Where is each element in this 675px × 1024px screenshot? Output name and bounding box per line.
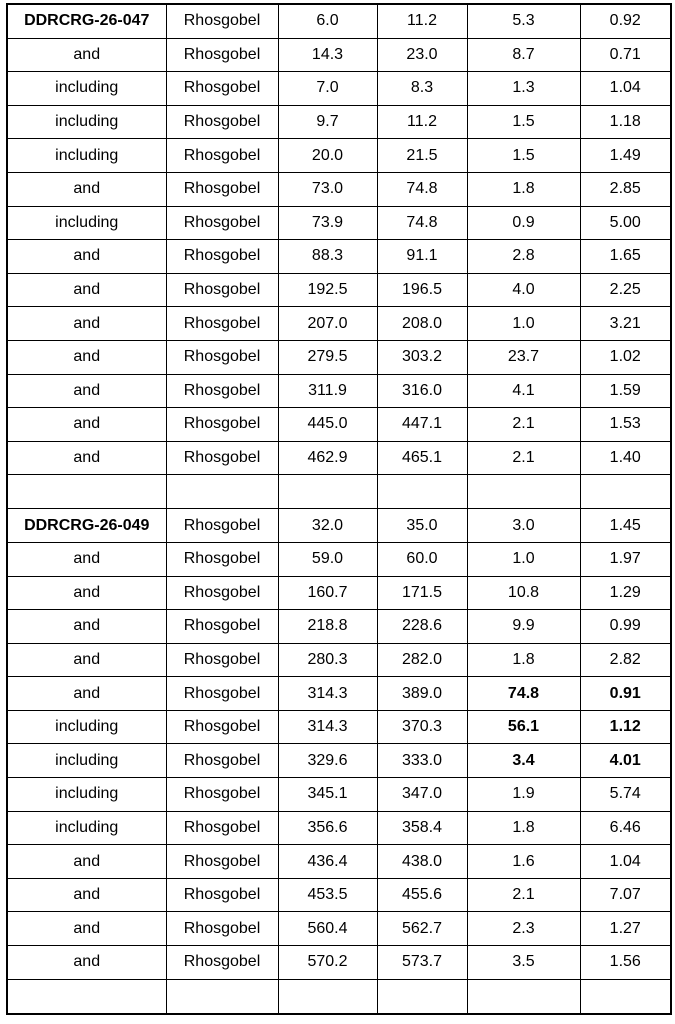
- interval-length: 1.5: [467, 105, 580, 139]
- table-row: [7, 643, 671, 677]
- depth-to: 74.8: [377, 172, 467, 206]
- interval-label: including: [7, 778, 166, 812]
- prospect-name: Rhosgobel: [166, 845, 278, 879]
- prospect-name: Rhosgobel: [166, 811, 278, 845]
- grade-value: 2.25: [580, 273, 671, 307]
- table-row: [7, 307, 671, 341]
- prospect-name: Rhosgobel: [166, 38, 278, 72]
- empty-cell: [580, 475, 671, 509]
- interval-length: 2.3: [467, 912, 580, 946]
- depth-from: 445.0: [278, 408, 377, 442]
- table-row: [7, 744, 671, 778]
- interval-length: 23.7: [467, 340, 580, 374]
- interval-length: 3.4: [467, 744, 580, 778]
- interval-label: and: [7, 677, 166, 711]
- depth-to: 8.3: [377, 72, 467, 106]
- interval-length: 1.3: [467, 72, 580, 106]
- prospect-name: Rhosgobel: [166, 878, 278, 912]
- interval-length: 56.1: [467, 710, 580, 744]
- prospect-name: Rhosgobel: [166, 946, 278, 980]
- depth-from: 560.4: [278, 912, 377, 946]
- depth-from: 6.0: [278, 4, 377, 38]
- depth-to: 455.6: [377, 878, 467, 912]
- interval-length: 10.8: [467, 576, 580, 610]
- interval-label: and: [7, 878, 166, 912]
- depth-to: 196.5: [377, 273, 467, 307]
- interval-length: 1.8: [467, 811, 580, 845]
- grade-value: 5.74: [580, 778, 671, 812]
- depth-to: 316.0: [377, 374, 467, 408]
- interval-label: and: [7, 408, 166, 442]
- interval-length: 1.0: [467, 307, 580, 341]
- interval-label: including: [7, 811, 166, 845]
- table-row: [7, 542, 671, 576]
- depth-to: 358.4: [377, 811, 467, 845]
- grade-value: 1.45: [580, 509, 671, 543]
- interval-length: 74.8: [467, 677, 580, 711]
- table-row: [7, 710, 671, 744]
- empty-cell: [278, 475, 377, 509]
- prospect-name: Rhosgobel: [166, 576, 278, 610]
- prospect-name: Rhosgobel: [166, 509, 278, 543]
- depth-from: 160.7: [278, 576, 377, 610]
- depth-from: 32.0: [278, 509, 377, 543]
- table-row: [7, 72, 671, 106]
- grade-value: 1.04: [580, 845, 671, 879]
- depth-from: 329.6: [278, 744, 377, 778]
- interval-label: and: [7, 610, 166, 644]
- hole-id: DDRCRG-26-049: [7, 509, 166, 543]
- depth-from: 345.1: [278, 778, 377, 812]
- table-row: [7, 946, 671, 980]
- depth-to: 333.0: [377, 744, 467, 778]
- grade-value: 0.71: [580, 38, 671, 72]
- depth-from: 453.5: [278, 878, 377, 912]
- interval-length: 4.1: [467, 374, 580, 408]
- depth-to: 347.0: [377, 778, 467, 812]
- table-row: [7, 240, 671, 274]
- grade-value: 0.92: [580, 4, 671, 38]
- grade-value: 1.18: [580, 105, 671, 139]
- interval-label: including: [7, 744, 166, 778]
- interval-length: 2.1: [467, 878, 580, 912]
- empty-cell: [377, 979, 467, 1014]
- interval-label: and: [7, 643, 166, 677]
- table-row: [7, 845, 671, 879]
- grade-value: 1.02: [580, 340, 671, 374]
- table-row: [7, 38, 671, 72]
- hole-header-row: [7, 4, 671, 38]
- prospect-name: Rhosgobel: [166, 139, 278, 173]
- prospect-name: Rhosgobel: [166, 4, 278, 38]
- interval-label: and: [7, 946, 166, 980]
- prospect-name: Rhosgobel: [166, 340, 278, 374]
- depth-from: 311.9: [278, 374, 377, 408]
- interval-length: 1.8: [467, 172, 580, 206]
- prospect-name: Rhosgobel: [166, 542, 278, 576]
- grade-value: 0.91: [580, 677, 671, 711]
- grade-value: 3.21: [580, 307, 671, 341]
- depth-from: 279.5: [278, 340, 377, 374]
- depth-from: 218.8: [278, 610, 377, 644]
- prospect-name: Rhosgobel: [166, 643, 278, 677]
- depth-to: 573.7: [377, 946, 467, 980]
- grade-value: 1.12: [580, 710, 671, 744]
- depth-to: 447.1: [377, 408, 467, 442]
- grade-value: 2.82: [580, 643, 671, 677]
- depth-from: 192.5: [278, 273, 377, 307]
- grade-value: 1.04: [580, 72, 671, 106]
- table-row: [7, 408, 671, 442]
- depth-to: 171.5: [377, 576, 467, 610]
- depth-to: 228.6: [377, 610, 467, 644]
- grade-value: 1.65: [580, 240, 671, 274]
- table-row: [7, 206, 671, 240]
- prospect-name: Rhosgobel: [166, 105, 278, 139]
- interval-label: and: [7, 38, 166, 72]
- table-row: [7, 912, 671, 946]
- drill-results-body: [7, 4, 671, 1014]
- table-row: [7, 610, 671, 644]
- table-row: [7, 778, 671, 812]
- prospect-name: Rhosgobel: [166, 778, 278, 812]
- table-row: [7, 878, 671, 912]
- interval-length: 2.1: [467, 441, 580, 475]
- interval-length: 4.0: [467, 273, 580, 307]
- depth-to: 21.5: [377, 139, 467, 173]
- grade-value: 1.59: [580, 374, 671, 408]
- empty-cell: [7, 979, 166, 1014]
- grade-value: 1.40: [580, 441, 671, 475]
- prospect-name: Rhosgobel: [166, 240, 278, 274]
- table-row: [7, 105, 671, 139]
- interval-label: and: [7, 273, 166, 307]
- depth-from: 88.3: [278, 240, 377, 274]
- interval-length: 2.8: [467, 240, 580, 274]
- depth-to: 282.0: [377, 643, 467, 677]
- interval-label: and: [7, 845, 166, 879]
- interval-length: 3.0: [467, 509, 580, 543]
- depth-to: 208.0: [377, 307, 467, 341]
- interval-label: and: [7, 576, 166, 610]
- interval-label: and: [7, 240, 166, 274]
- interval-label: and: [7, 441, 166, 475]
- prospect-name: Rhosgobel: [166, 374, 278, 408]
- depth-from: 9.7: [278, 105, 377, 139]
- empty-cell: [166, 979, 278, 1014]
- table-row: [7, 374, 671, 408]
- hole-id: DDRCRG-26-047: [7, 4, 166, 38]
- empty-cell: [467, 475, 580, 509]
- prospect-name: Rhosgobel: [166, 912, 278, 946]
- prospect-name: Rhosgobel: [166, 744, 278, 778]
- depth-to: 91.1: [377, 240, 467, 274]
- prospect-name: Rhosgobel: [166, 710, 278, 744]
- interval-label: including: [7, 72, 166, 106]
- depth-from: 436.4: [278, 845, 377, 879]
- depth-to: 11.2: [377, 4, 467, 38]
- table-row: [7, 340, 671, 374]
- depth-to: 562.7: [377, 912, 467, 946]
- prospect-name: Rhosgobel: [166, 610, 278, 644]
- drill-results-table: [6, 3, 672, 1015]
- depth-from: 20.0: [278, 139, 377, 173]
- interval-label: and: [7, 912, 166, 946]
- interval-length: 1.8: [467, 643, 580, 677]
- interval-length: 0.9: [467, 206, 580, 240]
- empty-cell: [467, 979, 580, 1014]
- depth-to: 389.0: [377, 677, 467, 711]
- grade-value: 4.01: [580, 744, 671, 778]
- grade-value: 7.07: [580, 878, 671, 912]
- depth-to: 74.8: [377, 206, 467, 240]
- prospect-name: Rhosgobel: [166, 307, 278, 341]
- depth-from: 7.0: [278, 72, 377, 106]
- grade-value: 0.99: [580, 610, 671, 644]
- table-row: [7, 576, 671, 610]
- interval-label: and: [7, 172, 166, 206]
- depth-from: 462.9: [278, 441, 377, 475]
- depth-from: 73.0: [278, 172, 377, 206]
- prospect-name: Rhosgobel: [166, 273, 278, 307]
- grade-value: 6.46: [580, 811, 671, 845]
- interval-label: including: [7, 206, 166, 240]
- interval-label: and: [7, 374, 166, 408]
- empty-cell: [7, 475, 166, 509]
- interval-label: and: [7, 307, 166, 341]
- interval-length: 1.6: [467, 845, 580, 879]
- interval-label: and: [7, 340, 166, 374]
- table-row: [7, 811, 671, 845]
- depth-to: 60.0: [377, 542, 467, 576]
- depth-to: 438.0: [377, 845, 467, 879]
- interval-length: 9.9: [467, 610, 580, 644]
- spacer-row: [7, 475, 671, 509]
- depth-to: 35.0: [377, 509, 467, 543]
- interval-length: 1.9: [467, 778, 580, 812]
- grade-value: 1.29: [580, 576, 671, 610]
- depth-from: 280.3: [278, 643, 377, 677]
- grade-value: 5.00: [580, 206, 671, 240]
- empty-cell: [580, 979, 671, 1014]
- depth-from: 314.3: [278, 677, 377, 711]
- interval-label: including: [7, 710, 166, 744]
- table-row: [7, 172, 671, 206]
- depth-to: 303.2: [377, 340, 467, 374]
- interval-length: 8.7: [467, 38, 580, 72]
- grade-value: 1.56: [580, 946, 671, 980]
- hole-header-row: [7, 509, 671, 543]
- interval-length: 3.5: [467, 946, 580, 980]
- prospect-name: Rhosgobel: [166, 408, 278, 442]
- interval-length: 1.5: [467, 139, 580, 173]
- depth-to: 23.0: [377, 38, 467, 72]
- prospect-name: Rhosgobel: [166, 441, 278, 475]
- interval-label: including: [7, 139, 166, 173]
- table-row: [7, 677, 671, 711]
- interval-length: 5.3: [467, 4, 580, 38]
- prospect-name: Rhosgobel: [166, 72, 278, 106]
- grade-value: 2.85: [580, 172, 671, 206]
- grade-value: 1.27: [580, 912, 671, 946]
- interval-label: including: [7, 105, 166, 139]
- table-row: [7, 139, 671, 173]
- prospect-name: Rhosgobel: [166, 206, 278, 240]
- spacer-row: [7, 979, 671, 1014]
- grade-value: 1.97: [580, 542, 671, 576]
- interval-length: 2.1: [467, 408, 580, 442]
- grade-value: 1.53: [580, 408, 671, 442]
- depth-from: 14.3: [278, 38, 377, 72]
- grade-value: 1.49: [580, 139, 671, 173]
- depth-from: 59.0: [278, 542, 377, 576]
- interval-length: 1.0: [467, 542, 580, 576]
- prospect-name: Rhosgobel: [166, 172, 278, 206]
- depth-from: 356.6: [278, 811, 377, 845]
- table-row: [7, 441, 671, 475]
- depth-to: 11.2: [377, 105, 467, 139]
- depth-from: 207.0: [278, 307, 377, 341]
- prospect-name: Rhosgobel: [166, 677, 278, 711]
- table-row: [7, 273, 671, 307]
- depth-to: 465.1: [377, 441, 467, 475]
- empty-cell: [377, 475, 467, 509]
- depth-from: 570.2: [278, 946, 377, 980]
- depth-from: 314.3: [278, 710, 377, 744]
- depth-to: 370.3: [377, 710, 467, 744]
- depth-from: 73.9: [278, 206, 377, 240]
- empty-cell: [166, 475, 278, 509]
- interval-label: and: [7, 542, 166, 576]
- empty-cell: [278, 979, 377, 1014]
